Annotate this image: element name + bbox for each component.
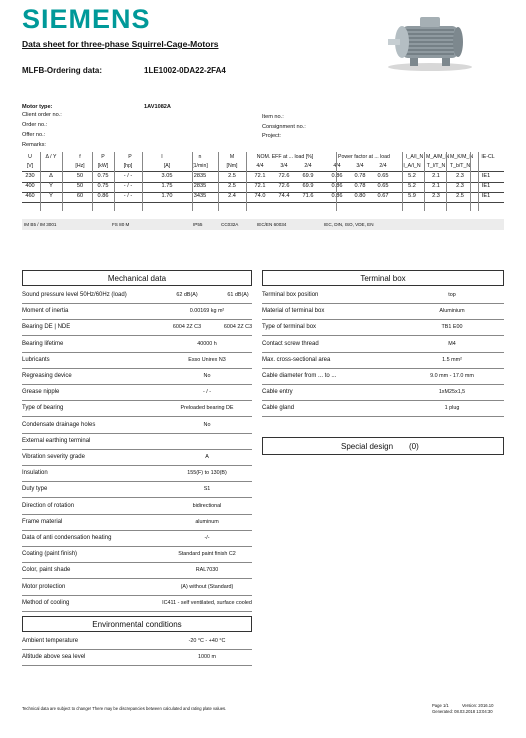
table-cell: 72.6	[278, 173, 290, 179]
item-label: Coating (paint finish)	[22, 551, 78, 558]
item-label: Lubricants	[22, 356, 50, 363]
table-column-line	[114, 152, 115, 211]
table-unit-cell: [hp]	[123, 163, 133, 169]
list-item	[22, 650, 252, 666]
item-value: 62 dB(A)	[176, 292, 198, 298]
list-item	[262, 337, 504, 353]
item-value: 155(F) to 130(B)	[187, 470, 227, 477]
list-item	[22, 531, 252, 547]
generated-timestamp: Generated: 08.03.2018 13:04:30	[432, 709, 493, 714]
special-design-count: (0)	[409, 442, 419, 451]
list-item	[22, 353, 252, 369]
item-label: Bearing lifetime	[22, 340, 64, 347]
item-value: Aluminium	[439, 308, 465, 315]
table-cell: 1.70	[161, 193, 173, 199]
item-label: Cable entry	[262, 389, 293, 396]
list-item	[262, 385, 504, 401]
item-value: 6004 2Z C3	[223, 324, 253, 331]
table-cell: 69.9	[302, 173, 314, 179]
item-label: Cable gland	[262, 405, 295, 412]
table-cell: 72.1	[254, 173, 266, 179]
item-value: 1000 m	[198, 654, 216, 661]
document-title: Data sheet for three-phase Squirrel-Cage-Motors	[22, 39, 219, 49]
list-item	[262, 369, 504, 385]
item-label: Condensate drainage holes	[22, 421, 96, 428]
special-design-header	[262, 437, 504, 455]
list-item	[22, 288, 252, 304]
table-unit-cell: [V]	[26, 163, 34, 169]
list-item	[22, 634, 252, 650]
table-cell: 0.86	[331, 193, 343, 199]
terminal-box-title: Terminal box	[360, 274, 406, 283]
table-column-line	[478, 152, 479, 211]
table-cell: 1.75	[161, 183, 173, 189]
table-cell: 2835	[193, 183, 207, 189]
list-item	[262, 401, 504, 417]
table-cell: 5.2	[408, 173, 416, 179]
item-value: Preloaded bearing DE	[180, 405, 234, 412]
item-value: -/-	[204, 535, 210, 541]
table-unit-cell: 2/4	[304, 163, 312, 169]
table-cell: IE1	[481, 183, 491, 189]
table-cell: 0.75	[97, 183, 109, 189]
item-value: 40000 h	[197, 340, 217, 347]
table-unit-cell: [kW]	[97, 163, 109, 169]
list-item	[22, 320, 252, 336]
table-cell: - / -	[123, 183, 133, 189]
table-cell: 74.0	[254, 193, 266, 199]
table-cell: 0.65	[377, 183, 389, 189]
item-label: Direction of rotation	[22, 502, 75, 509]
item-value: RAL7030	[195, 567, 219, 574]
item-label: Method of cooling	[22, 599, 70, 606]
table-header-cell: U	[28, 154, 32, 160]
item-label: Vibration severity grade	[22, 454, 85, 460]
table-header-cell: I	[161, 154, 163, 160]
item-value: A	[205, 454, 209, 460]
cc-number: CC032A	[221, 222, 239, 227]
table-cell: 0.86	[97, 193, 109, 199]
project-label: Project:	[262, 133, 281, 139]
item-value: aluminum	[195, 518, 219, 525]
table-header-cell: IE-CL	[481, 154, 495, 160]
list-item	[22, 304, 252, 320]
table-cell: Y	[49, 183, 53, 189]
table-column-line	[218, 152, 219, 211]
table-cell: 0.67	[377, 193, 389, 199]
item-value: 1.5 mm²	[442, 356, 462, 363]
table-cell: 3.05	[161, 173, 173, 179]
list-item	[22, 385, 252, 401]
mlfb-value: 1LE1002-0DA22-2FA4	[144, 66, 226, 75]
table-cell: 74.4	[278, 193, 290, 199]
item-label: Data of anti condensation heating	[22, 535, 112, 541]
table-unit-cell: T_b/T_N	[449, 163, 471, 169]
special-design-title: Special design	[341, 442, 394, 451]
table-header-cell: NOM. EFF at ... load [%]	[256, 154, 314, 160]
item-value: - / -	[202, 389, 212, 396]
list-item	[262, 353, 504, 369]
table-cell: 71.6	[302, 193, 314, 199]
mechanical-data-header	[22, 270, 252, 286]
table-unit-cell: T_l/T_N	[426, 163, 446, 169]
item-label: Bearing DE | NDE	[22, 324, 71, 331]
mounting-type: IM B5 / IM 3001	[24, 222, 57, 227]
page-number: Page 1/1	[432, 703, 449, 708]
list-item	[22, 515, 252, 531]
table-cell: 0.86	[331, 173, 343, 179]
table-cell: - / -	[123, 173, 133, 179]
list-item	[22, 499, 252, 515]
table-cell: 50	[76, 173, 84, 179]
item-label: External earthing terminal	[22, 437, 91, 444]
environment-title: Environmental conditions	[92, 620, 182, 629]
table-cell: 460	[25, 193, 35, 199]
item-label: Material of terminal box	[262, 308, 325, 315]
list-item	[22, 580, 252, 596]
item-value: No	[203, 373, 211, 379]
table-unit-cell: 2/4	[379, 163, 387, 169]
motor-type-value: 1AV1082A	[144, 104, 171, 110]
item-value: 9.0 mm - 17.0 mm	[430, 373, 474, 379]
list-item	[22, 466, 252, 482]
item-value: top	[448, 292, 456, 298]
table-header-cell: f	[79, 154, 81, 160]
table-unit-cell: I_A/I_N	[403, 163, 421, 169]
table-cell: 2.3	[456, 173, 464, 179]
table-cell: 0.78	[354, 173, 366, 179]
table-unit-cell: 3/4	[280, 163, 288, 169]
order-no-label: Order no.:	[22, 122, 48, 128]
table-column-line	[470, 152, 471, 211]
table-cell: Y	[49, 193, 53, 199]
item-value: 61 dB(A)	[227, 292, 249, 298]
list-item	[22, 450, 252, 466]
item-label: Frame material	[22, 518, 63, 525]
table-cell: 0.75	[97, 173, 109, 179]
list-item	[22, 482, 252, 498]
item-value: 0.00169 kg m²	[189, 308, 225, 315]
item-label: Type of terminal box	[262, 324, 317, 331]
list-item	[22, 563, 252, 579]
table-cell: Δ	[49, 173, 53, 179]
item-value: Esso Unirex N3	[188, 356, 226, 363]
list-item	[262, 288, 504, 304]
table-column-line	[192, 152, 193, 211]
item-label: Ambient temperature	[22, 638, 79, 644]
remarks-label: Remarks:	[22, 142, 46, 148]
motor-type-label: Motor type:	[22, 104, 53, 110]
table-header-cell: Power factor at ... load	[338, 154, 390, 160]
item-label: Cable diameter from ... to ...	[262, 373, 337, 379]
table-cell: 2.1	[432, 183, 440, 189]
item-value: S1	[203, 486, 211, 493]
table-column-line	[336, 152, 337, 211]
table-column-line	[246, 152, 247, 211]
list-item	[22, 547, 252, 563]
table-cell: 72.6	[278, 183, 290, 189]
table-cell: 72.1	[254, 183, 266, 189]
table-cell: 2.1	[432, 173, 440, 179]
table-cell: 2.5	[456, 193, 464, 199]
table-column-line	[446, 152, 447, 211]
table-cell: 2835	[193, 173, 207, 179]
footer-note: Technical data are subject to change! There may be discrepancies between calculated and rating plate values.	[22, 706, 227, 711]
table-cell: 5.2	[408, 183, 416, 189]
list-item	[22, 434, 252, 450]
table-column-line	[40, 152, 41, 211]
table-unit-cell: 3/4	[356, 163, 364, 169]
item-label: Sound pressure level 50Hz/60Hz (load)	[22, 292, 127, 298]
table-cell: 0.78	[354, 183, 366, 189]
item-value: IC411 - self ventilated, surface cooled	[162, 599, 252, 606]
list-item	[262, 304, 504, 320]
item-no-label: Item no.:	[262, 114, 284, 120]
table-cell: 2.5	[228, 173, 236, 179]
terminal-box-header	[262, 270, 504, 286]
table-cell: 2.3	[456, 183, 464, 189]
table-column-line	[424, 152, 425, 211]
table-unit-cell: [1/min]	[192, 163, 208, 169]
table-unit-cell: [Nm]	[226, 163, 238, 169]
item-value: Standard paint finish C2	[178, 551, 236, 558]
table-cell: 2.3	[432, 193, 440, 199]
table-divider	[22, 171, 504, 172]
version: Version: 2016.10	[462, 703, 494, 708]
table-header-cell: M_K/M_N	[450, 154, 474, 160]
item-value: 6004 2Z C3	[172, 324, 202, 331]
protection-class: IP55	[193, 222, 203, 227]
item-label: Duty type	[22, 486, 48, 493]
item-label: Grease nipple	[22, 389, 60, 396]
table-row-line	[22, 202, 504, 203]
list-item	[262, 320, 504, 336]
offer-no-label: Offer no.:	[22, 132, 46, 138]
item-label: Terminal box position	[262, 292, 319, 298]
consignment-no-label: Consignment no.:	[262, 124, 306, 130]
table-cell: IE1	[481, 193, 491, 199]
table-column-line	[92, 152, 93, 211]
table-cell: 69.9	[302, 183, 314, 189]
table-unit-cell: [Hz]	[75, 163, 85, 169]
frame-size: FS 80 M	[112, 222, 130, 227]
list-item	[22, 369, 252, 385]
standards-list: IEC, DIN, ISO, VDE, EN	[324, 222, 374, 227]
table-cell: 0.80	[354, 193, 366, 199]
item-label: Moment of inertia	[22, 308, 69, 315]
table-unit-cell: 4/4	[256, 163, 264, 169]
client-order-label: Client order no.:	[22, 112, 62, 118]
list-item	[22, 401, 252, 417]
table-cell: 400	[25, 183, 35, 189]
item-value: bidirectional	[192, 502, 222, 509]
table-cell: IE1	[481, 173, 491, 179]
siemens-logo: SIEMENS	[22, 4, 151, 34]
table-unit-cell: 4/4	[333, 163, 341, 169]
item-label: Regreasing device	[22, 373, 72, 379]
list-item	[22, 418, 252, 434]
item-label: Altitude above sea level	[22, 654, 86, 661]
mechanical-data-title: Mechanical data	[107, 274, 167, 283]
standard-iec: IEC/EN 60034	[257, 222, 287, 227]
item-label: Max. cross-sectional area	[262, 356, 331, 363]
motor-image	[380, 12, 480, 72]
table-cell: - / -	[123, 193, 133, 199]
table-cell: 60	[76, 193, 84, 199]
item-value: 1xM25x1,5	[438, 389, 466, 396]
table-cell: 0.86	[331, 183, 343, 189]
table-column-line	[62, 152, 63, 211]
item-value: M4	[448, 340, 456, 347]
table-cell: 3435	[193, 193, 207, 199]
table-header-cell: M_A/M_N	[426, 154, 450, 160]
item-label: Insulation	[22, 470, 48, 477]
item-value: TB1 E00	[441, 324, 463, 331]
table-cell: 2.5	[228, 183, 236, 189]
table-header-cell: n	[198, 154, 202, 160]
item-value: -20 °C - +40 °C	[188, 638, 226, 644]
item-label: Color, paint shade	[22, 567, 71, 574]
list-item	[22, 337, 252, 353]
item-value: (A) without (Standard)	[180, 583, 234, 590]
table-header-cell: I_A/I_N	[406, 154, 424, 160]
item-label: Type of bearing	[22, 405, 64, 412]
item-value: 1 plug	[444, 405, 460, 412]
item-value: No	[203, 421, 211, 428]
table-column-line	[142, 152, 143, 211]
list-item	[22, 596, 252, 612]
environment-header	[22, 616, 252, 632]
table-column-line	[402, 152, 403, 211]
table-header-cell: P	[128, 154, 132, 160]
table-cell: 50	[76, 183, 84, 189]
table-cell: 5.9	[408, 193, 416, 199]
item-label: Motor protection	[22, 583, 66, 590]
table-unit-cell: [A]	[163, 163, 171, 169]
table-cell: 2.4	[228, 193, 236, 199]
table-header-cell: Δ / Y	[45, 154, 57, 160]
table-cell: 230	[25, 173, 35, 179]
table-header-cell: P	[101, 154, 105, 160]
mlfb-label: MLFB-Ordering data:	[22, 66, 102, 75]
table-header-cell: M	[229, 154, 235, 160]
table-cell: 0.65	[377, 173, 389, 179]
item-label: Contact screw thread	[262, 340, 319, 347]
